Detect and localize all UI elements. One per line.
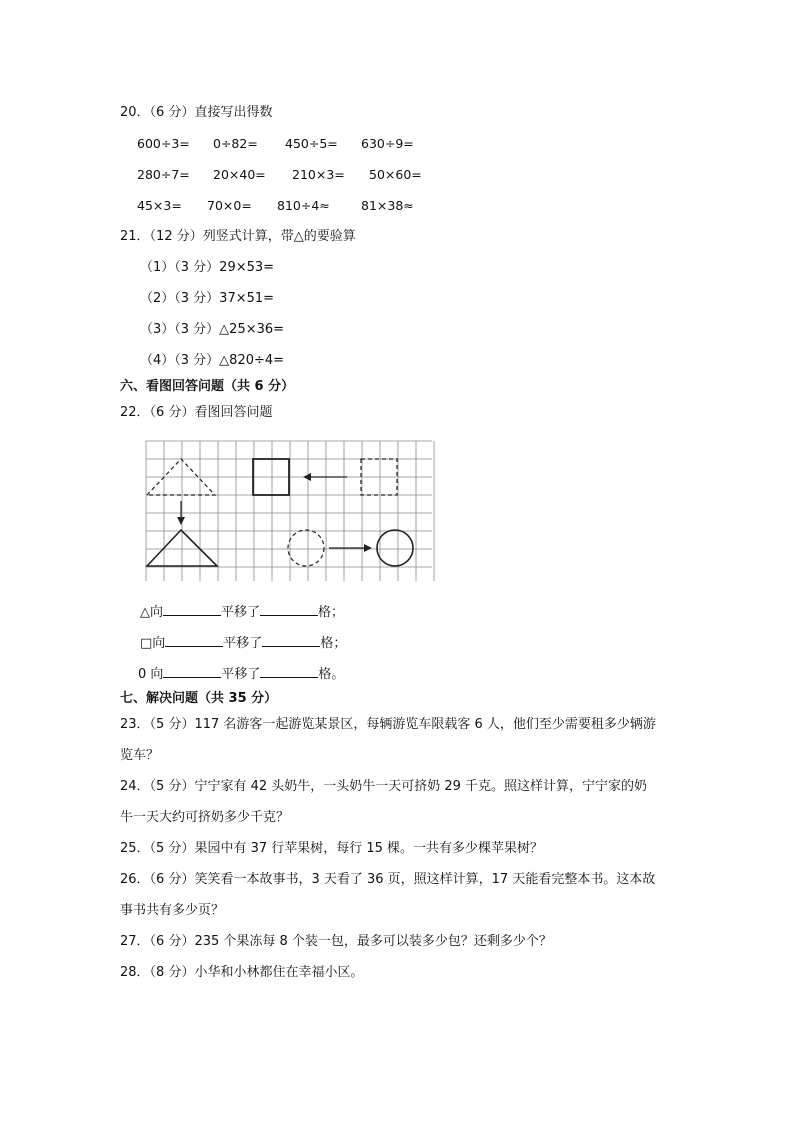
q26-line-2: 事书共有多少页？ (120, 903, 225, 918)
fill-tail: 格； (320, 636, 347, 651)
q20-item: 450÷5= (285, 136, 338, 151)
fill-mid: 平移了 (221, 667, 261, 682)
q20-item: 280÷7= (137, 167, 190, 182)
q20-item: 50×60= (369, 167, 422, 182)
q20-item: 81×38≈ (361, 198, 414, 213)
q20-title: 20．（6 分）直接写出得数 (120, 105, 273, 120)
q26-line-1: 26．（6 分）笑笑看一本故事书，3 天看了 36 页，照这样计算，17 天能看完整本书。这本故 (120, 872, 656, 887)
fill-line-square (140, 633, 346, 653)
q20-item: 0÷82= (213, 136, 258, 151)
fill-tail: 格； (318, 605, 345, 620)
answer-blank-steps[interactable] (260, 664, 318, 678)
fill-line-triangle (140, 602, 344, 622)
fill-mid: 平移了 (223, 636, 263, 651)
fill-line-circle (138, 664, 344, 684)
q28-line-1: 28．（8 分）小华和小林都住在幸福小区。 (120, 965, 364, 980)
q23-line-1: 23．（5 分）117 名游客一起游览某景区，每辆游览车限载客 6 人，他们至少需要租多少辆游 (120, 717, 656, 732)
q27-line-1: 27．（6 分）235 个果冻每 8 个装一包，最多可以装多少包？还剩多少个？ (120, 934, 552, 949)
left-arrow-head (303, 473, 311, 481)
answer-blank-direction[interactable] (163, 664, 221, 678)
q24-line-1: 24．（5 分）宁宁家有 42 头奶牛，一头奶牛一天可挤奶 29 千克。照这样计算，宁宁家的奶 (120, 779, 648, 794)
right-arrow-head (364, 544, 372, 552)
fill-mid: 平移了 (221, 605, 261, 620)
section-6-heading: 六、看图回答问题（共 6 分） (120, 379, 295, 394)
q25-line-1: 25．（5 分）果园中有 37 行苹果树，每行 15 棵。一共有多少棵苹果树？ (120, 841, 544, 856)
solid-circle (377, 530, 413, 566)
q24-line-2: 牛一天大约可挤奶多少千克？ (120, 810, 290, 825)
grid-lines (146, 441, 434, 581)
q21-item: （2）（3 分）37×51= (140, 291, 275, 306)
q20-item: 70×0= (207, 198, 252, 213)
down-arrow-head (177, 517, 185, 525)
fill-lead: △向 (140, 605, 163, 620)
dashed-circle (288, 530, 324, 566)
q20-item: 810÷4≈ (277, 198, 330, 213)
q21-item: （4）（3 分）△820÷4= (140, 353, 285, 368)
q22-title: 22．（6 分）看图回答问题 (120, 405, 273, 420)
answer-blank-steps[interactable] (260, 602, 318, 616)
q20-item: 630÷9= (361, 136, 414, 151)
answer-blank-direction[interactable] (163, 602, 221, 616)
section-7-heading: 七、解决问题（共 35 分） (120, 691, 278, 706)
q20-item: 210×3= (292, 167, 345, 182)
q20-item: 600÷3= (137, 136, 190, 151)
fill-lead: □向 (140, 636, 166, 651)
q20-item: 20×40= (213, 167, 266, 182)
answer-blank-direction[interactable] (165, 633, 223, 647)
fill-lead: 0 向 (138, 667, 164, 682)
q21-title: 21．（12 分）列竖式计算，带△的要验算 (120, 229, 356, 244)
q20-item: 45×3= (137, 198, 182, 213)
q21-item: （3）（3 分）△25×36= (140, 322, 285, 337)
answer-blank-steps[interactable] (262, 633, 320, 647)
q23-line-2: 览车？ (120, 748, 160, 763)
translation-grid-figure (145, 437, 435, 585)
fill-tail: 格。 (318, 667, 345, 682)
q21-item: （1）（3 分）29×53= (140, 260, 275, 275)
